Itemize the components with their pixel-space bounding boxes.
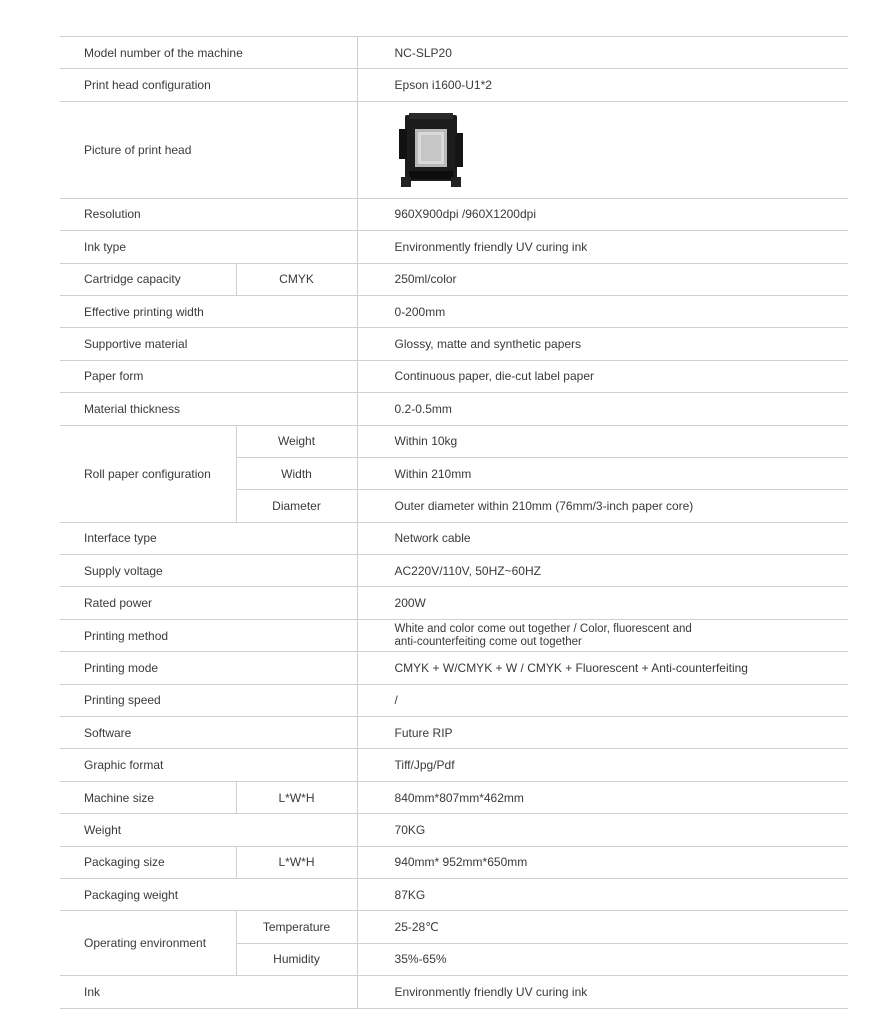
row-sublabel: Humidity bbox=[236, 943, 357, 975]
row-label: Machine size bbox=[60, 781, 236, 813]
row-value: CMYK + W/CMYK + W / CMYK + Fluorescent + Anti-counterfeiting bbox=[357, 652, 848, 684]
table-row bbox=[60, 522, 848, 554]
row-value: Continuous paper, die-cut label paper bbox=[357, 360, 848, 392]
table-row bbox=[60, 555, 848, 587]
table-row bbox=[60, 911, 848, 943]
table-row bbox=[60, 781, 848, 813]
row-value bbox=[357, 619, 848, 651]
row-value: Glossy, matte and synthetic papers bbox=[357, 328, 848, 360]
row-value: 0.2-0.5mm bbox=[357, 393, 848, 425]
row-value: NC-SLP20 bbox=[357, 37, 848, 69]
row-sublabel: L*W*H bbox=[236, 781, 357, 813]
table-row bbox=[60, 101, 848, 198]
row-value: Future RIP bbox=[357, 717, 848, 749]
row-label: Operating environment bbox=[60, 911, 236, 976]
row-label: Printing mode bbox=[60, 652, 357, 684]
row-label: Ink type bbox=[60, 231, 357, 263]
row-label: Model number of the machine bbox=[60, 37, 357, 69]
row-label: Printing method bbox=[60, 619, 357, 651]
row-value: AC220V/110V, 50HZ~60HZ bbox=[357, 555, 848, 587]
row-value: Tiff/Jpg/Pdf bbox=[357, 749, 848, 781]
row-label: Picture of print head bbox=[60, 101, 357, 198]
table-row bbox=[60, 717, 848, 749]
row-value: / bbox=[357, 684, 848, 716]
row-label: Interface type bbox=[60, 522, 357, 554]
row-label: Rated power bbox=[60, 587, 357, 619]
row-label: Printing speed bbox=[60, 684, 357, 716]
row-sublabel: Width bbox=[236, 457, 357, 489]
table-row bbox=[60, 263, 848, 295]
table-row bbox=[60, 198, 848, 230]
table-row bbox=[60, 69, 848, 101]
row-value: Environmently friendly UV curing ink bbox=[357, 231, 848, 263]
table-row bbox=[60, 37, 848, 69]
table-row bbox=[60, 652, 848, 684]
row-label: Roll paper configuration bbox=[60, 425, 236, 522]
table-row bbox=[60, 393, 848, 425]
table-row bbox=[60, 295, 848, 327]
row-value: 87KG bbox=[357, 878, 848, 910]
row-label: Material thickness bbox=[60, 393, 357, 425]
row-label: Software bbox=[60, 717, 357, 749]
row-value: Epson i1600-U1*2 bbox=[357, 69, 848, 101]
table-row bbox=[60, 846, 848, 878]
table-row bbox=[60, 749, 848, 781]
row-label: Supportive material bbox=[60, 328, 357, 360]
row-value: Network cable bbox=[357, 522, 848, 554]
table-row bbox=[60, 814, 848, 846]
row-sublabel: L*W*H bbox=[236, 846, 357, 878]
row-value: 200W bbox=[357, 587, 848, 619]
row-value: 35%-65% bbox=[357, 943, 848, 975]
row-label: Supply voltage bbox=[60, 555, 357, 587]
row-value: Within 10kg bbox=[357, 425, 848, 457]
row-label: Paper form bbox=[60, 360, 357, 392]
table-row bbox=[60, 360, 848, 392]
row-label: Effective printing width bbox=[60, 295, 357, 327]
row-sublabel: Weight bbox=[236, 425, 357, 457]
table-row bbox=[60, 976, 848, 1008]
value-line: anti-counterfeiting come out together bbox=[394, 635, 582, 648]
row-label: Weight bbox=[60, 814, 357, 846]
row-value: 250ml/color bbox=[357, 263, 848, 295]
value-line: White and color come out together / Color, fluorescent and bbox=[394, 622, 692, 635]
row-value: 25-28℃ bbox=[357, 911, 848, 943]
row-label: Ink bbox=[60, 976, 357, 1008]
table-row bbox=[60, 231, 848, 263]
print-head-image-cell bbox=[357, 101, 848, 198]
table-row bbox=[60, 878, 848, 910]
row-value: 840mm*807mm*462mm bbox=[357, 781, 848, 813]
row-label: Cartridge capacity bbox=[60, 263, 236, 295]
table-row bbox=[60, 328, 848, 360]
row-value: 0-200mm bbox=[357, 295, 848, 327]
row-value: Within 210mm bbox=[357, 457, 848, 489]
row-label: Packaging weight bbox=[60, 878, 357, 910]
row-value: 940mm* 952mm*650mm bbox=[357, 846, 848, 878]
row-value: Environmently friendly UV curing ink bbox=[357, 976, 848, 1008]
row-value: 70KG bbox=[357, 814, 848, 846]
row-sublabel: CMYK bbox=[236, 263, 357, 295]
row-label: Resolution bbox=[60, 198, 357, 230]
row-label: Graphic format bbox=[60, 749, 357, 781]
print-head-image bbox=[399, 111, 463, 189]
row-value: Outer diameter within 210mm (76mm/3-inch paper core) bbox=[357, 490, 848, 522]
row-sublabel: Diameter bbox=[236, 490, 357, 522]
table-row bbox=[60, 684, 848, 716]
table-row bbox=[60, 425, 848, 457]
row-value: 960X900dpi /960X1200dpi bbox=[357, 198, 848, 230]
row-label: Packaging size bbox=[60, 846, 236, 878]
row-sublabel: Temperature bbox=[236, 911, 357, 943]
table-row bbox=[60, 587, 848, 619]
table-row bbox=[60, 619, 848, 651]
spec-table bbox=[60, 36, 848, 1009]
row-label: Print head configuration bbox=[60, 69, 357, 101]
